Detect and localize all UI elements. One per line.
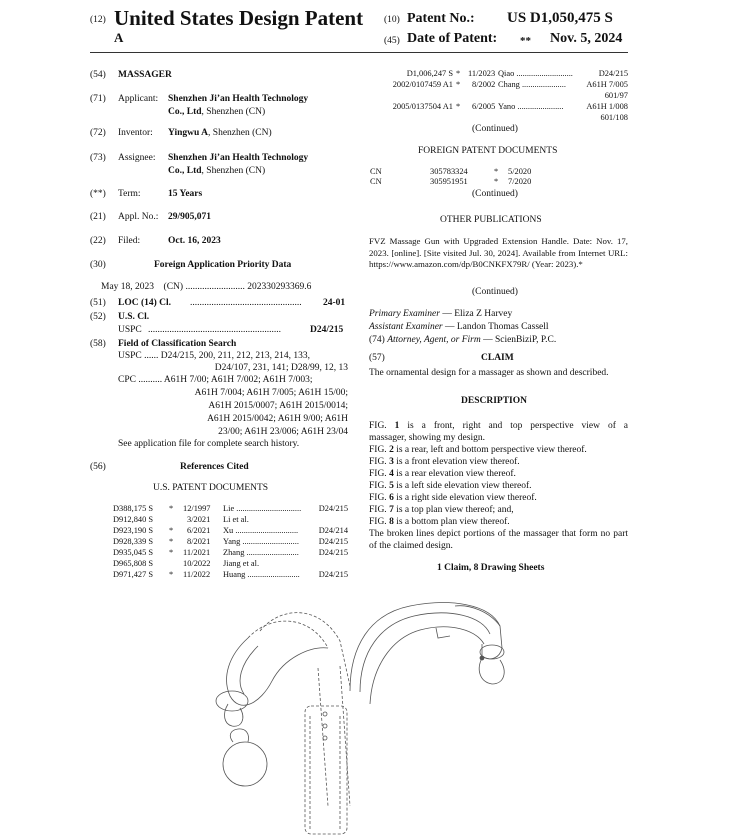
ref-star: *	[456, 102, 461, 111]
foreign-cc: CN	[370, 167, 382, 176]
description-title: DESCRIPTION	[461, 396, 527, 406]
ref-star: *	[456, 80, 461, 89]
ref-name: Yano ......................	[498, 102, 564, 111]
fig-text: is a front, right and top perspective view of a	[407, 421, 629, 431]
continued-2: (Continued)	[472, 189, 518, 199]
fig-line	[369, 480, 628, 492]
assignee-loc: , Shenzhen (CN)	[201, 166, 266, 176]
massager-drawing	[200, 586, 650, 837]
fig-text: is a front elevation view thereof.	[396, 457, 520, 467]
assignee-line1: Shenzhen Ji’an Health Technology	[168, 153, 309, 163]
ref-class: A61H 7/005	[586, 80, 628, 89]
header-rule	[90, 52, 628, 53]
fig-number: 5	[389, 481, 394, 491]
applicant-line1: Shenzhen Ji’an Health Technology	[168, 94, 309, 104]
ref-number: D912,840 S	[113, 515, 154, 524]
search-line-2: D24/107, 231, 141; D28/99, 12, 13	[214, 363, 348, 373]
ref-star: *	[169, 537, 174, 546]
fig-line	[369, 504, 628, 516]
search-line-3: CPC .......... A61H 7/00; A61H 7/002; A61H 7/003;	[118, 375, 313, 385]
us-ref-row	[113, 559, 348, 570]
fig-line	[369, 420, 628, 432]
foreign-number: 305951951	[430, 177, 468, 186]
foreign-star: *	[494, 177, 499, 186]
ref-number: D388,175 S	[113, 504, 154, 513]
ref-date: 6/2005	[472, 102, 496, 111]
ref-class-2: 601/97	[604, 91, 628, 100]
term-value: 15 Years	[168, 189, 203, 199]
primary-name: — Eliza Z Harvey	[442, 309, 513, 319]
filed-value: Oct. 16, 2023	[168, 236, 221, 246]
us-ref-row	[113, 537, 348, 548]
code-58: (58)	[90, 339, 106, 349]
fig-line	[369, 492, 628, 504]
continued-1: (Continued)	[472, 124, 518, 134]
code-10: (10)	[384, 15, 400, 25]
fig-line	[369, 444, 628, 456]
assistant-name: — Landon Thomas Cassell	[445, 322, 549, 332]
fig-number: 4	[389, 469, 394, 479]
ref-name: Chang .....................	[498, 80, 566, 89]
date-label: Date of Patent:	[407, 31, 498, 46]
ref-class: A61H 1/008	[586, 102, 628, 111]
us-cl-label: U.S. Cl.	[118, 312, 150, 322]
code-term: (**)	[90, 189, 106, 199]
term-label: Term:	[118, 189, 141, 199]
assignee-co: Co., Ltd	[168, 166, 202, 176]
ref-class: D24/215	[318, 548, 348, 557]
ref-number: D971,427 S	[113, 570, 154, 579]
code-73: (73)	[90, 153, 106, 163]
applicant-loc: , Shenzhen (CN)	[201, 107, 266, 117]
ref-number: D1,006,247 S	[406, 69, 453, 78]
ref-star: *	[169, 548, 174, 557]
applicant-label: Applicant:	[118, 94, 159, 104]
code-52: (52)	[90, 312, 106, 322]
ref-name: Xu ..............................	[223, 526, 299, 535]
ref-star: *	[169, 504, 174, 513]
us-patent-docs-title: U.S. PATENT DOCUMENTS	[153, 483, 269, 493]
title-massager: MASSAGER	[118, 70, 172, 80]
massager-handle	[305, 706, 347, 834]
ref-date: 12/1997	[183, 504, 211, 513]
search-line-6: A61H 2015/0042; A61H 9/00; A61H	[207, 414, 348, 424]
search-line-7: 23/00; A61H 23/006; A61H 23/04	[218, 427, 348, 437]
us-ref-row-right	[370, 69, 628, 80]
loc-dots: ...............................................	[190, 298, 302, 308]
fig-number: 1	[394, 421, 400, 431]
fig-label: FIG.	[369, 481, 387, 491]
ref-date: 11/2023	[468, 69, 496, 78]
code-22: (22)	[90, 236, 106, 246]
ref-star: *	[169, 570, 174, 579]
ref-class: D24/214	[318, 526, 348, 535]
appl-no-value: 29/905,071	[168, 212, 212, 222]
other-pub-text: FVZ Massage Gun with Upgraded Extension Handle. Date: Nov. 17, 2023. [online]. [Site visited Jul. 30, 2024]. Available from Internet URL: https://www.amazon.com/dp/B0CNKFX79R/ (Year: 2023).*	[369, 236, 628, 269]
fig-number: 3	[389, 457, 394, 467]
inventor-name: Yingwu A	[168, 128, 209, 138]
fig-line	[369, 432, 628, 444]
ref-name: Zhang .........................	[223, 548, 299, 557]
uspc-value: D24/215	[310, 325, 344, 335]
inventor-short: A	[114, 30, 124, 45]
fig-line	[369, 468, 628, 480]
foreign-docs-title: FOREIGN PATENT DOCUMENTS	[418, 146, 558, 156]
ref-class: D24/215	[598, 69, 628, 78]
inventor-loc: , Shenzhen (CN)	[208, 128, 272, 138]
search-line-4: A61H 7/004; A61H 7/005; A61H 15/00;	[194, 388, 348, 398]
ref-date: 8/2021	[187, 537, 211, 546]
patent-title: United States Design Patent	[114, 6, 364, 30]
code-72: (72)	[90, 128, 106, 138]
code-12: (12)	[90, 15, 106, 25]
claim-title: CLAIM	[481, 353, 514, 363]
other-pubs-title: OTHER PUBLICATIONS	[440, 215, 542, 225]
code-21: (21)	[90, 212, 106, 222]
refs-title: References Cited	[180, 462, 249, 472]
fig-text: is a rear elevation view thereof.	[396, 469, 516, 479]
code-71: (71)	[90, 94, 106, 104]
us-ref-row	[113, 570, 348, 581]
patent-date: Nov. 5, 2024	[550, 31, 623, 46]
broken-lines-note: The broken lines depict portions of the massager that form no part of the claimed design.	[369, 529, 628, 551]
ref-number: D935,045 S	[113, 548, 154, 557]
ref-number: 2002/0107459 A1	[392, 80, 453, 89]
patent-no-label: Patent No.:	[407, 11, 475, 26]
code-45: (45)	[384, 36, 400, 46]
search-field-label: Field of Classification Search	[118, 339, 237, 349]
fig-text: is a rear, left and bottom perspective view thereof.	[396, 445, 587, 455]
ref-date: 11/2021	[183, 548, 211, 557]
ref-star: *	[169, 526, 174, 535]
fig-number: 7	[389, 505, 394, 515]
appl-no-label: Appl. No.:	[118, 212, 159, 222]
us-ref-row	[113, 548, 348, 559]
us-ref-row	[113, 526, 348, 537]
us-ref-row	[113, 515, 348, 526]
massager-right-view	[350, 603, 504, 704]
fig-number: 2	[389, 445, 394, 455]
uspc-dots: ........................................................	[148, 325, 281, 335]
fig-description-list	[369, 420, 628, 552]
attorney-name: — ScienBiziP, P.C.	[483, 335, 557, 345]
us-ref-row-right	[370, 102, 628, 124]
ref-date: 3/2021	[187, 515, 211, 524]
assignee-label: Assignee:	[118, 153, 156, 163]
attorney-label: Attorney, Agent, or Firm	[387, 335, 481, 345]
fig-text: is a bottom plan view thereof.	[396, 517, 510, 527]
assistant-examiner	[369, 322, 549, 332]
fig-text: is a top plan view thereof; and,	[396, 505, 514, 515]
ref-class-2: 601/108	[600, 113, 628, 122]
ref-number: 2005/0137504 A1	[392, 102, 453, 111]
foreign-ref-row	[370, 177, 628, 188]
search-note: See application file for complete search history.	[118, 439, 300, 449]
fig-label: FIG.	[369, 517, 387, 527]
fig-label: FIG.	[369, 421, 387, 431]
priority-line: May 18, 2023 (CN) ......................... 202330293369.6	[101, 282, 312, 292]
ref-number: D928,339 S	[113, 537, 154, 546]
code-57: (57)	[369, 353, 385, 363]
ref-name: Li et al.	[223, 515, 249, 524]
fig-label: FIG.	[369, 493, 387, 503]
ref-date: 11/2022	[183, 570, 211, 579]
code-56: (56)	[90, 462, 106, 472]
claim-text: The ornamental design for a massager as shown and described.	[369, 368, 609, 378]
ref-name: Lie ...............................	[223, 504, 302, 513]
ref-star: *	[456, 69, 461, 78]
search-line-5: A61H 2015/0007; A61H 2015/0014;	[208, 401, 348, 411]
fig-line	[369, 516, 628, 528]
foreign-star: *	[494, 167, 499, 176]
fig-number: 6	[389, 493, 394, 503]
fig-text: is a left side elevation view thereof.	[396, 481, 532, 491]
ref-date: 8/2002	[472, 80, 496, 89]
continued-3: (Continued)	[472, 287, 518, 297]
applicant-co: Co., Ltd	[168, 107, 202, 117]
ref-name: Yang ...........................	[223, 537, 299, 546]
ref-number: D965,808 S	[113, 559, 154, 568]
foreign-date: 7/2020	[508, 177, 532, 186]
fig-number: 8	[389, 517, 394, 527]
ref-date: 10/2022	[183, 559, 211, 568]
code-54: (54)	[90, 70, 106, 80]
inventor-label: Inventor:	[118, 128, 153, 138]
foreign-date: 5/2020	[508, 167, 532, 176]
assignee-line2	[168, 166, 265, 176]
ref-name: Qiao ...........................	[498, 69, 573, 78]
loc-label: LOC (14) Cl.	[118, 298, 172, 308]
date-marks: **	[520, 35, 531, 47]
filed-label: Filed:	[118, 236, 141, 246]
fig-label: FIG.	[369, 469, 387, 479]
massager-left-view	[216, 613, 350, 806]
fig-label: FIG.	[369, 505, 387, 515]
fig-text: massager, showing my design.	[369, 433, 485, 443]
fig-label: FIG.	[369, 457, 387, 467]
code-30: (30)	[90, 260, 106, 270]
ref-class: D24/215	[318, 504, 348, 513]
patent-number: US D1,050,475 S	[507, 10, 613, 26]
ref-name: Huang .........................	[223, 570, 300, 579]
inventor-line	[168, 128, 272, 138]
foreign-cc: CN	[370, 177, 382, 186]
ref-class: D24/215	[318, 570, 348, 579]
us-ref-row-right	[370, 80, 628, 102]
ref-number: D923,190 S	[113, 526, 154, 535]
foreign-number: 305783324	[430, 167, 468, 176]
claims-sheets: 1 Claim, 8 Drawing Sheets	[437, 563, 545, 573]
primary-label: Primary Examiner	[369, 309, 440, 319]
code-74: (74)	[369, 335, 385, 345]
ref-name: Jiang et al.	[223, 559, 260, 568]
assistant-label: Assistant Examiner	[369, 322, 443, 332]
code-51: (51)	[90, 298, 106, 308]
search-line-1: USPC ...... D24/215, 200, 211, 212, 213, 214, 133,	[118, 351, 311, 361]
applicant-line2	[168, 107, 265, 117]
primary-examiner	[369, 309, 512, 319]
uspc-label: USPC	[118, 325, 142, 335]
ref-class: D24/215	[318, 537, 348, 546]
attorney	[369, 335, 556, 345]
priority-title: Foreign Application Priority Data	[154, 260, 292, 270]
fig-label: FIG.	[369, 445, 387, 455]
ref-date: 6/2021	[187, 526, 211, 535]
fig-text: is a right side elevation view thereof.	[396, 493, 537, 503]
loc-value: 24-01	[323, 298, 346, 308]
fig-line	[369, 456, 628, 468]
us-ref-row	[113, 504, 348, 515]
